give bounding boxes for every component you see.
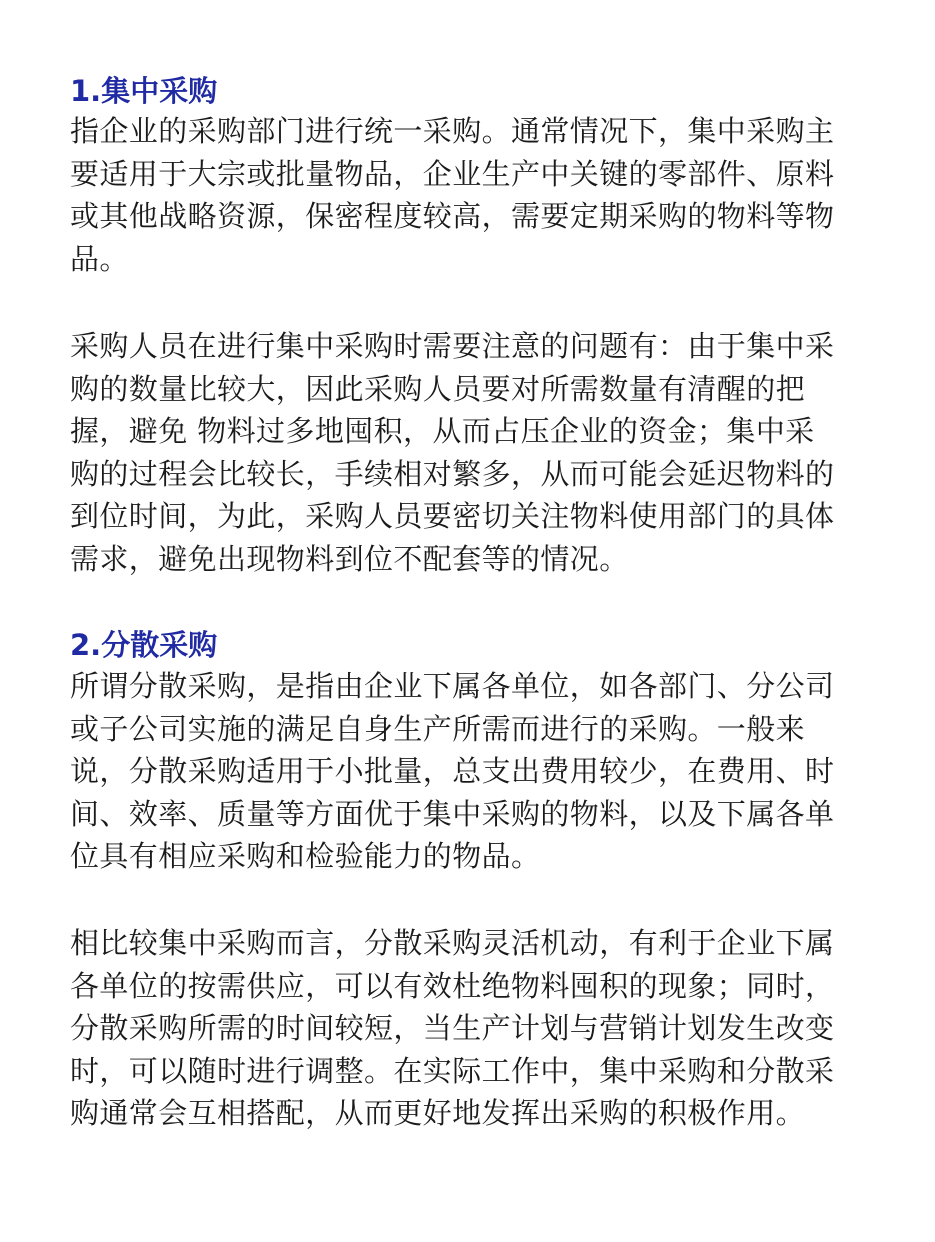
text-line: 或其他战略资源，保密程度较高，需要定期采购的物料等物 [70, 199, 835, 233]
text-line: 相比较集中采购而言，分散采购灵活机动，有利于企业下属 [70, 926, 835, 960]
text-line: 要适用于大宗或批量物品，企业生产中关键的零部件、原料 [70, 156, 835, 191]
text-line: 需求，避免出现物料到位不配套等的情况。 [70, 541, 629, 576]
text-line: 购的数量比较大，因此采购人员要对所需数量有清醒的把 [70, 371, 806, 406]
text-line: 所谓分散采购，是指由企业下属各单位，如各部门、分公司 [70, 669, 835, 703]
section-heading: 2.分散采购 [70, 628, 218, 662]
text-line: 品。 [70, 241, 129, 276]
text-line: 或子公司实施的满足自身生产所需而进行的采购。一般来 [70, 711, 806, 746]
text-line: 购通常会互相搭配，从而更好地发挥出采购的积极作用。 [70, 1096, 806, 1130]
paragraph [70, 922, 870, 1135]
text-line: 指企业的采购部门进行统一采购。通常情况下，集中采购主 [70, 114, 835, 148]
section-heading: 1.集中采购 [70, 74, 218, 108]
text-line: 分散采购所需的时间较短，当生产计划与营销计划发生改变 [70, 1011, 835, 1045]
text-line: 采购人员在进行集中采购时需要注意的问题有：由于集中采 [70, 329, 835, 363]
paragraph [70, 665, 870, 878]
text-line: 购的过程会比较长，手续相对繁多，从而可能会延迟物料的 [70, 456, 835, 491]
text-line: 时，可以随时进行调整。在实际工作中，集中采购和分散采 [70, 1053, 835, 1088]
section-centralized-purchasing [70, 72, 870, 110]
paragraph [70, 325, 870, 580]
paragraph [70, 110, 870, 280]
text-line: 到位时间，为此，采购人员要密切关注物料使用部门的具体 [70, 499, 835, 533]
text-line: 握，避免 物料过多地囤积，从而占压企业的资金；集中采 [70, 414, 815, 448]
text-line: 各单位的按需供应，可以有效杜绝物料囤积的现象；同时， [70, 968, 835, 1003]
section-decentralized-purchasing [70, 626, 870, 664]
text-line: 间、效率、质量等方面优于集中采购的物料，以及下属各单 [70, 796, 835, 831]
text-line: 位具有相应采购和检验能力的物品。 [70, 839, 541, 873]
text-line: 说，分散采购适用于小批量，总支出费用较少，在费用、时 [70, 754, 835, 788]
